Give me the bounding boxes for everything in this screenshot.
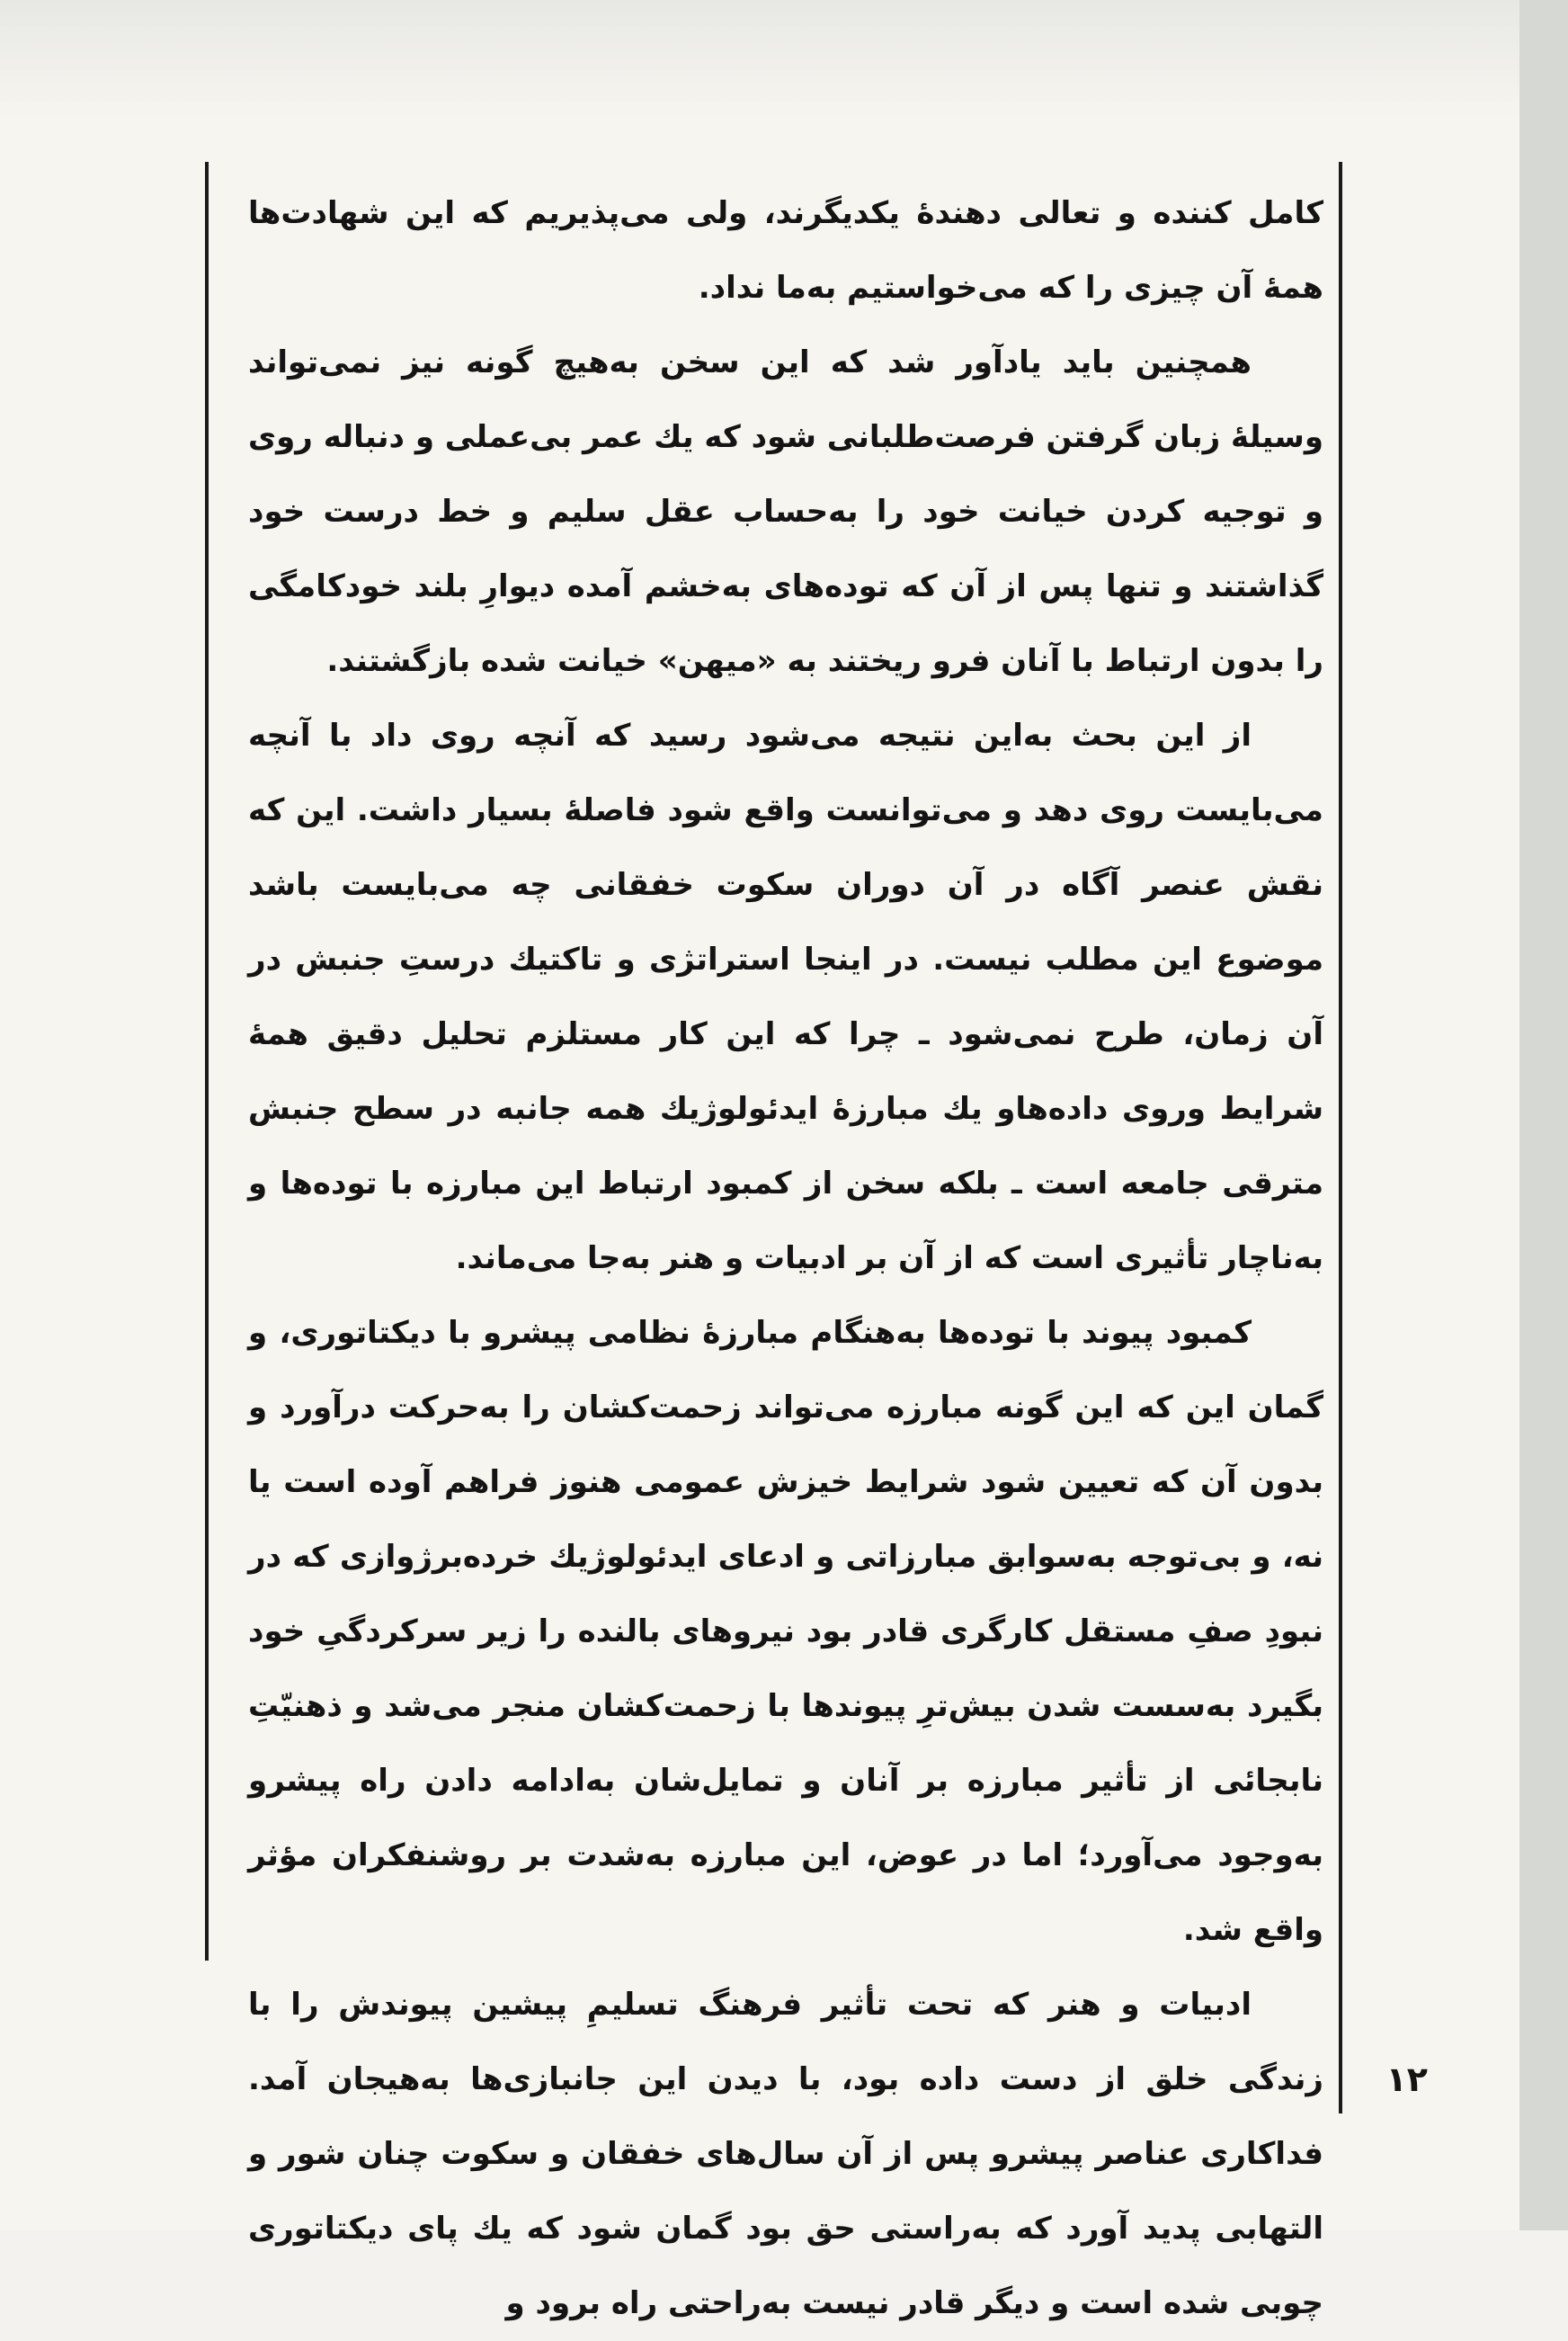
body-text — [248, 176, 1323, 2341]
scan-background-right — [1519, 0, 1568, 2230]
paragraph-3: از این بحث به‌این نتیجه می‌شود رسید که آنچه روی داد با آنچه می‌بایست روی دهد و می‌توانست واقع شود فاصلهٔ بسیار داشت. این که نقش عنصر آگاه در آن دوران سکوت خفقانی چه می‌بایست باشد موضوع این مطلب نیست. در اینجا استراتژی و تاکتیك درستِ جنبش در آن زمان، طرح نمی‌شود ـ چرا که این کار مستلزم تحلیل دقیق همهٔ شرایط وروی داده‌هاو یك مبارزهٔ ایدئولوژیك همه جانبه در سطح جنبش مترقی جامعه است ـ بلکه سخن از کمبود ارتباط این مبارزه با توده‌ها و به‌ناچار تأثیری است که از آن بر ادبیات و هنر به‌جا می‌ماند. — [248, 718, 1323, 1276]
paragraph-2: همچنین باید یادآور شد که این سخن به‌هیچ گونه نیز نمی‌تواند وسیلهٔ زبان گرفتن فرصت‌طلبانی شود که یك عمر بی‌عملی و دنباله روی و توجیه کردن خیانت خود را به‌حساب عقل سلیم و خط درست خود گذاشتند و تنها پس از آن که توده‌های به‌خشم آمده دیوارِ بلند خودکامگی را بدون ارتباط با آنان فرو ریختند به «میهن» خیانت شده بازگشتند. — [248, 344, 1323, 679]
paragraph-5: ادبیات و هنر که تحت تأثیر فرهنگ تسلیمِ پیشین پیوندش را با زندگی خلق از دست داده بود، با دیدن این جانبازی‌ها به‌هیجان آمد. فداکاری عناصر پیشرو پس از آن سال‌های خفقان و سکوت چنان شور و التهابی پدید آورد که به‌راستی حق بود گمان شود که یك پای دیکتاتوری چوبی شده است و دیگر قادر نیست به‌راحتی راه برود و — [248, 1987, 1323, 2321]
page-number: ۱۲ — [1385, 2060, 1428, 2099]
paragraph-4: کمبود پیوند با توده‌ها به‌هنگام مبارزهٔ نظامی پیشرو با دیکتاتوری، و گمان این که این گونه مبارزه می‌تواند زحمت‌کشان را به‌حرکت درآورد و بدون آن که تعیین شود شرایط خیزش عمومی هنوز فراهم آوده است یا نه، و بی‌توجه به‌سوابق مبارزاتی و ادعای ایدئولوژیك خرده‌برژوازی که در نبودِ صفِ مستقل کارگری قادر بود نیروهای بالنده را زیر سرکردگیِ خود بگیرد به‌سست شدن بیش‌ترِ پیوندها با زحمت‌کشان منجر می‌شد و ذهنیّتِ نابجائی از تأثیر مبارزه بر آنان و تمایل‌شان به‌ادامه دادن راه پیشرو به‌وجود می‌آورد؛ اما در عوض، این مبارزه به‌شدت بر روشنفکران مؤثر واقع شد. — [248, 1315, 1323, 1948]
left-margin-rule — [205, 162, 209, 1961]
right-margin-rule — [1339, 162, 1342, 2113]
page-top-shade — [0, 0, 1519, 117]
paragraph-1: کامل کننده و تعالی دهندهٔ یکدیگرند، ولی می‌پذیریم که این شهادت‌ها همهٔ آن چیزی را که می‌خواستیم به‌ما نداد. — [248, 195, 1323, 306]
